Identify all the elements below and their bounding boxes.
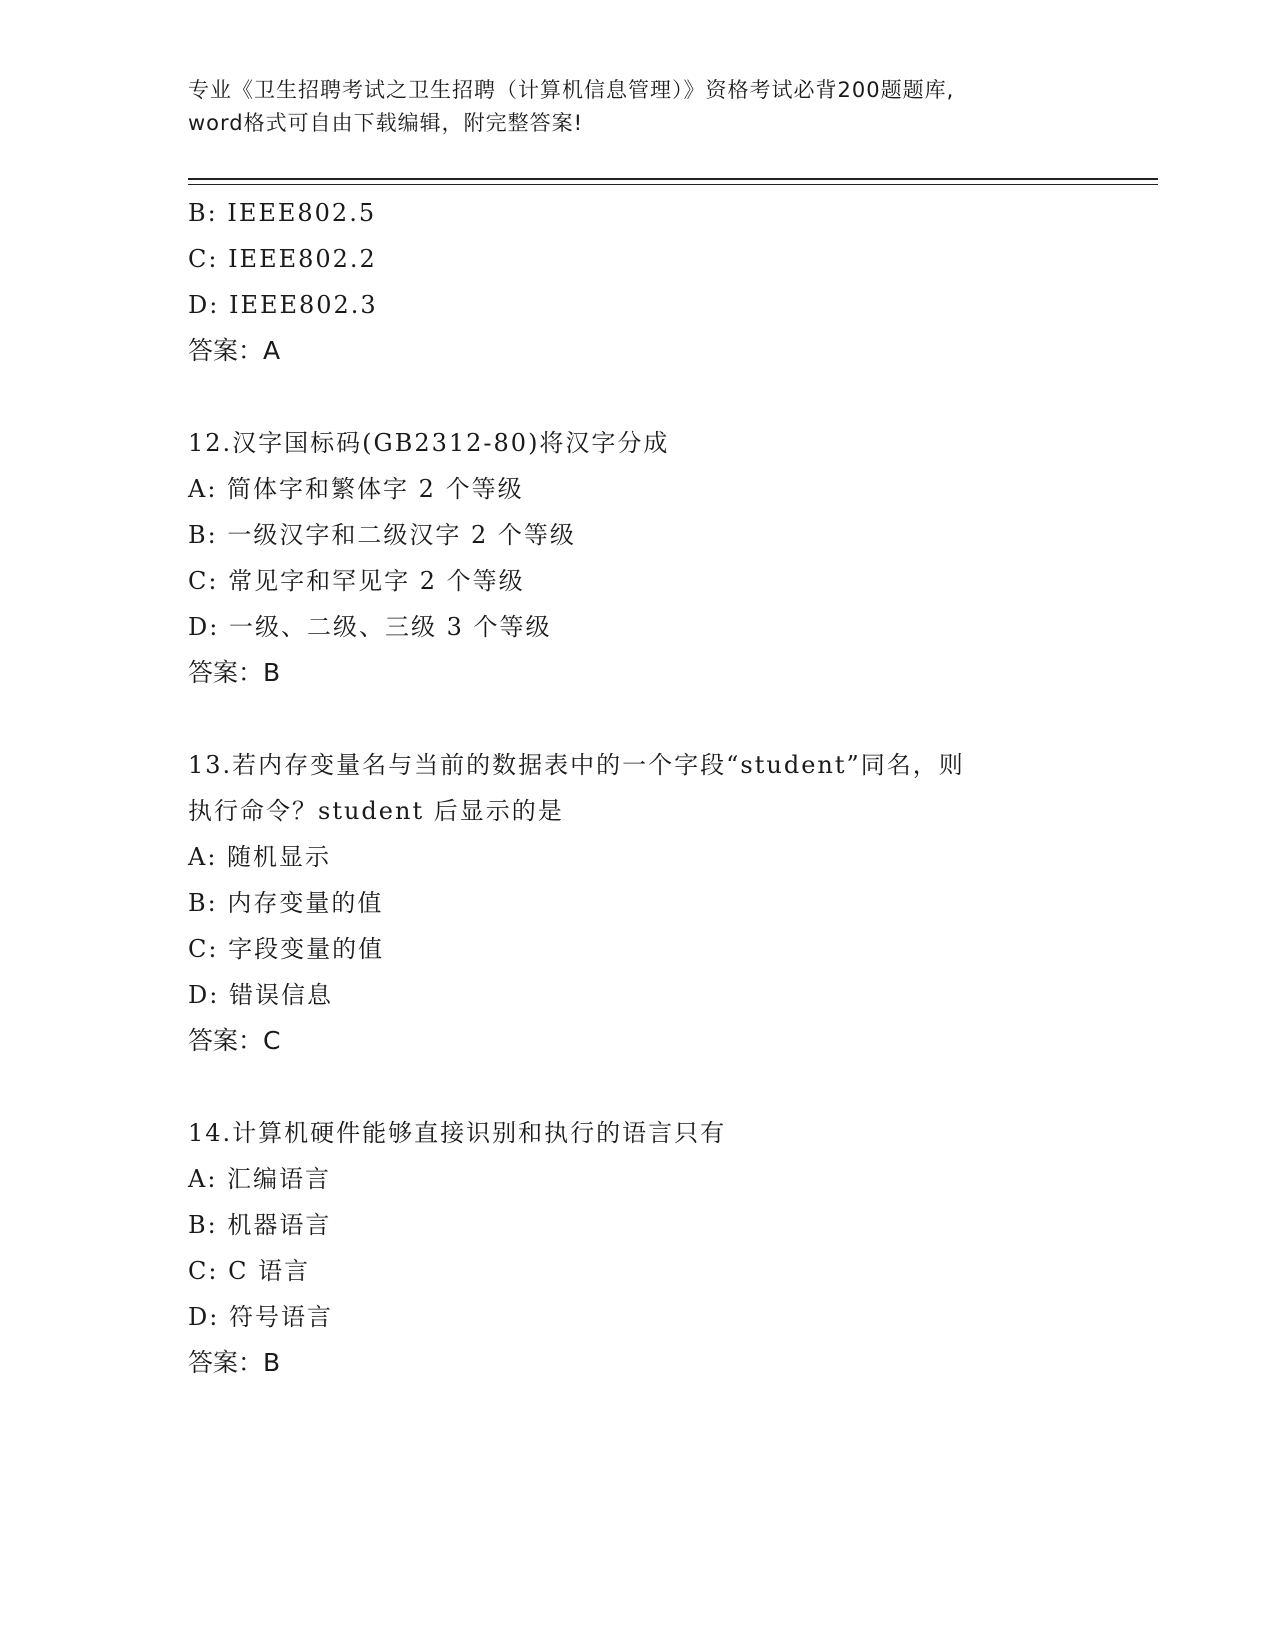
header-divider — [188, 178, 1158, 185]
option-b: B: 内存变量的值 — [188, 889, 384, 917]
option-d: D: 错误信息 — [188, 981, 333, 1009]
option-a: A: 简体字和繁体字 2 个等级 — [188, 475, 524, 503]
option-b: B: 机器语言 — [188, 1211, 332, 1239]
answer-line: 答案：B — [188, 1348, 281, 1377]
answer-line: 答案：B — [188, 658, 281, 687]
question-stem: 14.计算机硬件能够直接识别和执行的语言只有 — [188, 1119, 727, 1147]
option-b: B: IEEE802.5 — [188, 199, 377, 227]
question-stem-continued: 执行命令？student 后显示的是 — [188, 797, 564, 825]
header-line-2: word格式可自由下载编辑，附完整答案! — [188, 111, 584, 135]
option-d: D: 符号语言 — [188, 1303, 333, 1331]
option-a: A: 汇编语言 — [188, 1165, 332, 1193]
answer-line: 答案：A — [188, 336, 281, 365]
option-c: C: C 语言 — [188, 1257, 311, 1285]
option-c: C: IEEE802.2 — [188, 245, 377, 273]
option-d: D: IEEE802.3 — [188, 291, 378, 319]
spacer — [188, 1064, 1108, 1110]
question-stem: 13.若内存变量名与当前的数据表中的一个字段“student”同名，则 — [188, 751, 965, 779]
option-c: C: 字段变量的值 — [188, 935, 385, 963]
option-a: A: 随机显示 — [188, 843, 332, 871]
question-14 — [188, 1110, 1108, 1386]
document-body — [188, 190, 1108, 1386]
question-stem: 12.汉字国标码(GB2312-80)将汉字分成 — [188, 429, 670, 457]
spacer — [188, 696, 1108, 742]
option-b: B: 一级汉字和二级汉字 2 个等级 — [188, 521, 576, 549]
option-d: D: 一级、二级、三级 3 个等级 — [188, 613, 552, 641]
question-12 — [188, 420, 1108, 696]
header-line-1: 专业《卫生招聘考试之卫生招聘（计算机信息管理）》资格考试必背200题题库, — [188, 78, 955, 102]
question-11-continued — [188, 190, 1108, 374]
page-header — [188, 74, 1088, 140]
answer-line: 答案：C — [188, 1026, 281, 1055]
question-13 — [188, 742, 1108, 1064]
option-c: C: 常见字和罕见字 2 个等级 — [188, 567, 525, 595]
spacer — [188, 374, 1108, 420]
